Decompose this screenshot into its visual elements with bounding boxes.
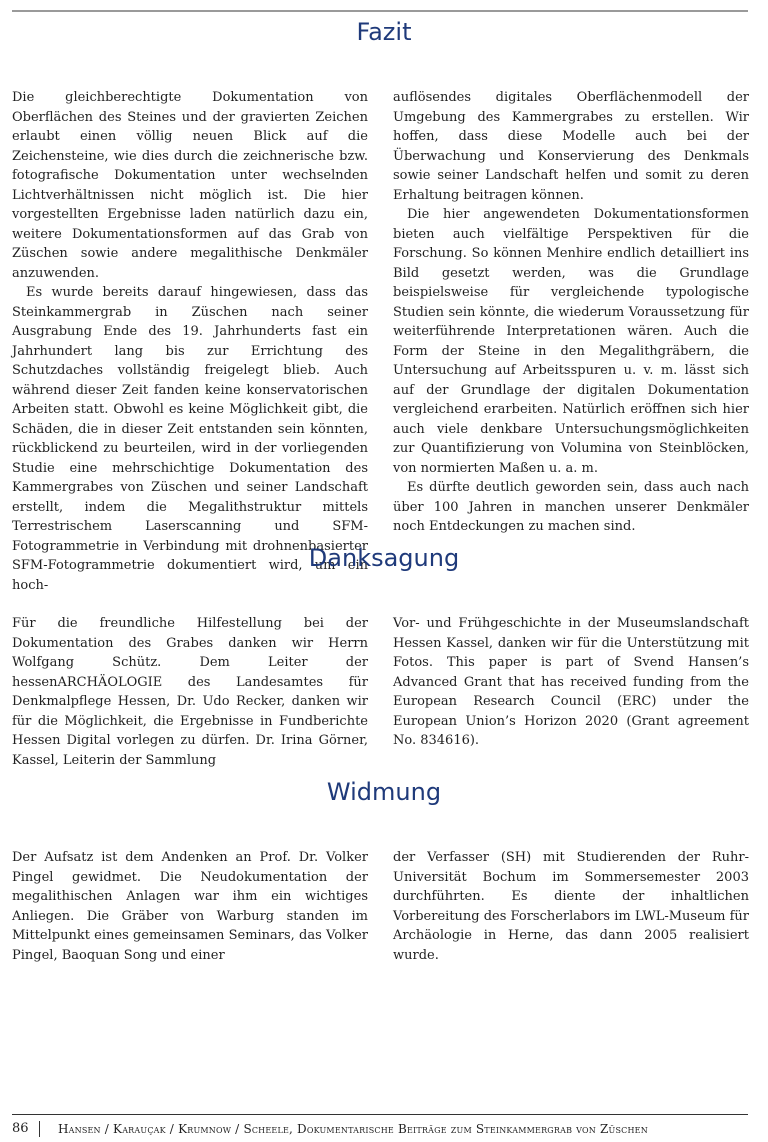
danksagung-paragraph-2: Vor- und Frühgeschichte in der Museumslandschaft Hessen Kassel, danken wir für die Unterstützung mit Fotos. This paper is part of Svend Hansen’s Advanced Grant that has received funding from the European Research Council (ERC) under the European Union’s Horizon 2020 (Grant agreement No. 834616). [393,616,749,748]
widmung-paragraph-1: Der Aufsatz ist dem Andenken an Prof. Dr. Volker Pingel gewidmet. Die Neudokumentation der megalithischen Anlagen war ihm ein wichtiges Anliegen. Die Gräber von Warburg standen im Mittelpunkt eines gemeinsamen Seminars, das Volker Pingel, Baoquan Song und einer [12,850,368,963]
footer-rule [12,1114,748,1115]
section-title-widmung: Widmung [326,778,442,806]
fazit-right-column [393,88,749,537]
running-head: Hansen / Karauçak / Krumnow / Scheele, Dokumentarische Beiträge zum Steinkammergrab von Züschen [58,1122,648,1136]
widmung-left-column [12,848,368,965]
fazit-paragraph-3: auflösendes digitales Oberflächenmodell der Umgebung des Kammergrabes zu erstellen. Wir hoffen, dass diese Modelle auch bei der Überwachung und Konservierung des Denkmals sowie seiner Landschaft helfen und somit zu deren Erhaltung beitragen können. [393,90,749,203]
fazit-paragraph-5: Es dürfte deutlich geworden sein, dass auch nach über 100 Jahren in manchen unserer Denkmäler noch Entdeckungen zu machen sind. [393,480,749,534]
widmung-right-column [393,848,749,965]
danksagung-right-column [393,614,749,751]
top-rule [12,10,748,12]
section-title-fazit: Fazit [356,18,412,46]
widmung-paragraph-2: der Verfasser (SH) mit Studierenden der Ruhr-Universität Bochum im Sommersemester 2003 durchführten. Es diente der inhaltlichen Vorbereitung des Forscherlabors im LWL-Museum für Archäologie in Herne, das dann 2005 realisiert wurde. [393,850,750,963]
danksagung-left-column [12,614,368,770]
danksagung-paragraph-1: Für die freundliche Hilfestellung bei der Dokumentation des Grabes danken wir Herrn Wolfgang Schütz. Dem Leiter der hessenARCHÄOLOGIE des Landesamtes für Denkmalpflege Hessen, Dr. Udo Recker, danken wir für die Möglichkeit, die Ergebnisse in Fundberichte Hessen Digital vorlegen zu dürfen. Dr. Irina Görner, Kassel, Leiterin der Sammlung [12,616,368,768]
section-title-danksagung: Danksagung [308,544,460,572]
fazit-left-column [12,88,368,595]
fazit-paragraph-1: Die gleichberechtigte Dokumentation von Oberflächen des Steines und der gravierten Zeichen erlaubt einen völlig neuen Blick auf die Zeichensteine, wie dies durch die zeichnerische bzw. fotografische Dokumentation unter wechselnden Lichtverhältnissen nicht möglich ist. Die hier vorgestellten Ergebnisse laden natürlich dazu ein, weitere Dokumentationsformen auf das Grab von Züschen sowie andere megalithische Denkmäler anzuwenden. [12,90,368,281]
fazit-paragraph-2: Es wurde bereits darauf hingewiesen, dass das Steinkammergrab in Züschen nach seiner Ausgrabung Ende des 19. Jahrhunderts fast ein Jahrhundert lang bis zur Errichtung des Schutzdaches vollständig freigelegt blieb. Auch während dieser Zeit fanden keine konservatorischen Arbeiten statt. Obwohl es keine Möglichkeit gibt, die Schäden, die in dieser Zeit entstanden sein könnten, rückblickend zu beurteilen, wird in der vorliegenden Studie eine mehrschichtige Dokumentation des Kammergrabes von Züschen und seiner Landschaft erstellt, indem die Megalithstruktur mittels Terrestrischem Laserscanning und SFM-Fotogrammetrie in Verbindung mit drohnenbasierter SFM-Fotogrammetrie dokumentiert wird, um ein hoch- [12,285,368,593]
page-number: 86 [12,1121,40,1137]
fazit-paragraph-4: Die hier angewendeten Dokumentationsformen bieten auch vielfältige Perspektiven für die Forschung. So können Menhire endlich detailliert ins Bild gesetzt werden, was die Grundlage beispielsweise für vergleichende typologische Studien sein könnte, die wiederum Voraussetzung für weiterführende Interpretationen wären. Auch die Form der Steine in den Megalithgräbern, die Untersuchung auf Arbeitsspuren u. v. m. lässt sich auf der Grundlage der digitalen Dokumentation vergleichend erarbeiten. Natürlich eröffnen sich hier auch viele denkbare Untersuchungsmöglichkeiten zur Quantifizierung von Volumina von Steinblöcken, von normierten Maßen u. a. m. [393,207,749,476]
